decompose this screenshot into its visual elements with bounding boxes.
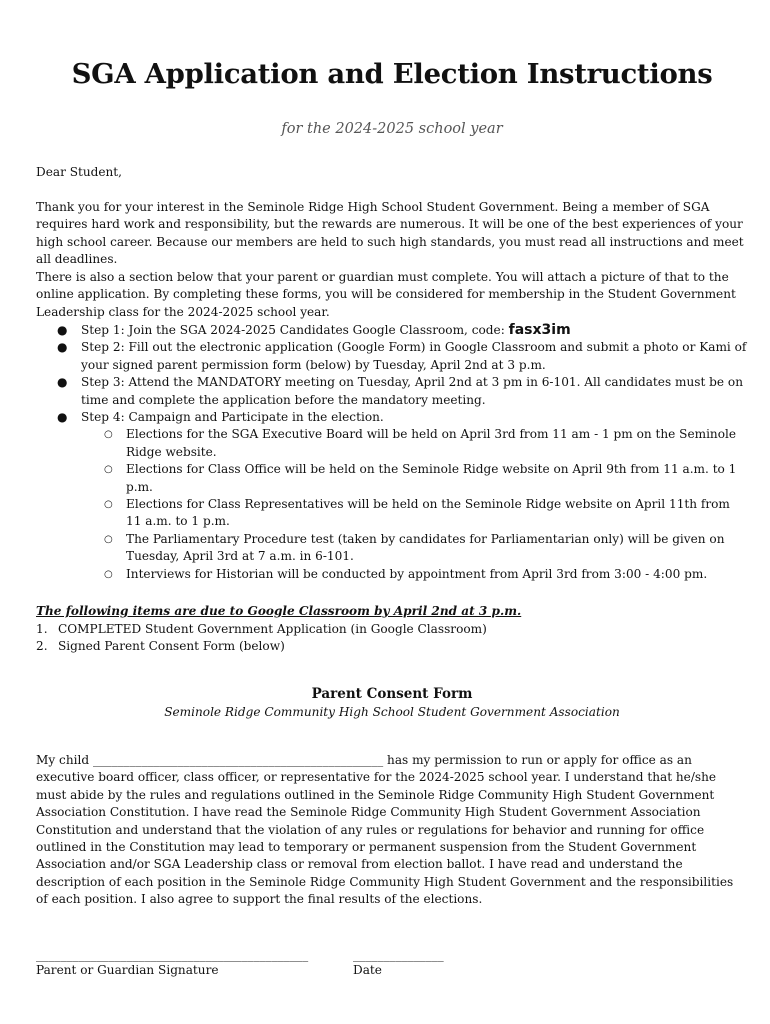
sub-item: ○ Elections for Class Representatives will be held on the Seminole Ridge website on April 11th from 11 a.m. to 1 p.m.: [104, 497, 730, 529]
classroom-code: fasx3im: [508, 322, 571, 338]
step4-sublist: [81, 426, 748, 583]
due-heading: The following items are due to Google Classroom by April 2nd at 3 p.m.: [36, 604, 522, 618]
bullet-icon: ●: [57, 323, 68, 337]
steps-list: [36, 322, 748, 583]
bullet-icon: ●: [57, 375, 68, 390]
consent-paragraph: My child ________________________________________________ has my permission to run or apply for office as an executive board officer, class officer, or representative for the 2024-2025 school year. I understand that he/she must abide by the rules and regulations outlined in the Seminole Ridge Community High Student Government Association Constitution. I have read the Seminole Ridge Community High Student Government Association Constitution and understand that the violation of any rules or regulations for behavior and running for office outlined in the Constitution may lead to temporary or permanent suspension from the Student Government Association and/or SGA Leadership class or removal from election ballot. I have read and understand the description of each position in the Seminole Ridge Community High Student Government and the responsibilities of each position. I also agree to support the final results of the elections.: [36, 753, 734, 907]
due-item: 2. Signed Parent Consent Form (below): [36, 639, 285, 654]
circle-bullet-icon: ○: [104, 533, 113, 545]
circle-bullet-icon: ○: [104, 568, 113, 580]
page-title: SGA Application and Election Instructions: [71, 58, 713, 90]
signature-line[interactable]: _____________________________________________: [36, 948, 309, 962]
circle-bullet-icon: ○: [104, 429, 113, 441]
page-subtitle: for the 2024-2025 school year: [281, 121, 503, 137]
date-line[interactable]: _______________: [353, 948, 444, 962]
signature-label: Parent or Guardian Signature: [36, 963, 219, 977]
step-text: Step 1: Join the SGA 2024-2025 Candidates Google Classroom, code:: [81, 323, 509, 337]
circle-bullet-icon: ○: [104, 499, 113, 511]
circle-bullet-icon: ○: [104, 464, 113, 476]
greeting: Dear Student,: [36, 165, 123, 179]
consent-form-title: Parent Consent Form: [311, 686, 473, 702]
step-text: Step 2: Fill out the electronic application (Google Form) in Google Classroom and submit a photo or Kami of your signed parent permission form (below) by Tuesday, April 2nd at 3 p.m.: [81, 340, 747, 372]
step-item: [36, 322, 748, 339]
intro-paragraph: Thank you for your interest in the Seminole Ridge High School Student Government. Being a member of SGA requires hard work and responsibility, but the rewards are numerous. It will be one of the best experiences of your high school career. Because our members are held to such high standards, you must read all instructions and meet all deadlines.: [36, 200, 744, 267]
due-item: 1. COMPLETED Student Government Application (in Google Classroom): [36, 622, 487, 636]
bullet-icon: ●: [57, 410, 68, 425]
sub-item: ○ The Parliamentary Procedure test (taken by candidates for Parliamentarian only) will be given on Tuesday, April 3rd at 7 a.m. in 6-101.: [104, 531, 725, 564]
step-text: Step 3: Attend the MANDATORY meeting on Tuesday, April 2nd at 3 pm in 6-101. All candidates must be on time and complete the application before the mandatory meeting.: [81, 375, 743, 407]
consent-form-subtitle: Seminole Ridge Community High School Student Government Association: [164, 705, 620, 719]
parent-section-paragraph: There is also a section below that your parent or guardian must complete. You will attach a picture of that to the online application. By completing these forms, you will be considered for membership in the Student Government Leadership class for the 2024-2025 school year.: [36, 270, 736, 319]
sub-item: ○ Elections for Class Office will be held on the Seminole Ridge website on April 9th from 11 a.m. to 1 p.m.: [104, 462, 737, 494]
date-label: Date: [353, 963, 382, 977]
step-item: [36, 409, 748, 583]
sub-item: ○ Interviews for Historian will be conducted by appointment from April 3rd from 3:00 - 4:00 pm.: [81, 566, 748, 583]
step-text: Step 4: Campaign and Participate in the election.: [81, 410, 384, 425]
sub-item: ○ Elections for the SGA Executive Board will be held on April 3rd from 11 am - 1 pm on the Seminole Ridge website.: [104, 427, 737, 459]
bullet-icon: ●: [57, 340, 68, 355]
due-items-list: [36, 621, 487, 656]
step-item: [36, 339, 748, 374]
step-item: [36, 374, 748, 409]
